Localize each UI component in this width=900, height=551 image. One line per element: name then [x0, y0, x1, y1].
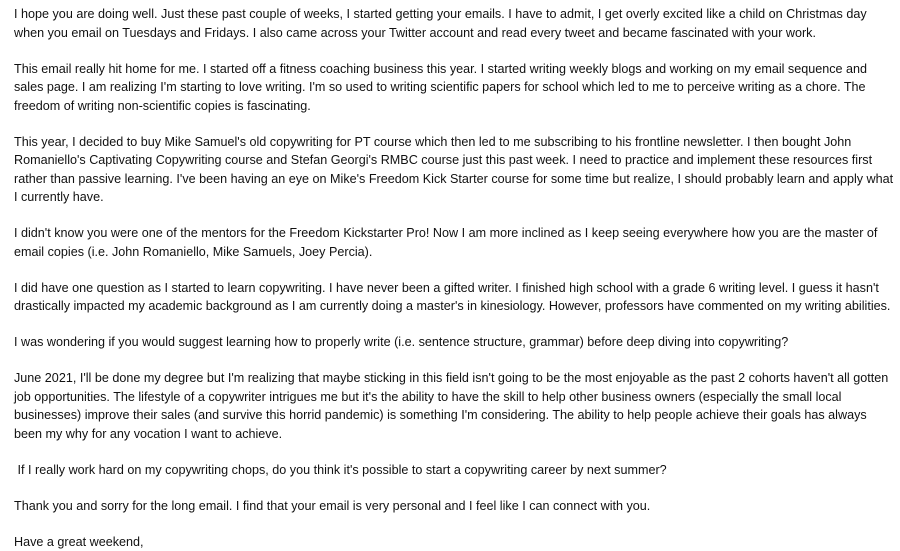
email-paragraph: I hope you are doing well. Just these past couple of weeks, I started getting your emails. I have to admit, I get overly excited like a child on Christmas day when you email on Tuesdays and Fridays. I also came across your Twitter account and read every tweet and became fascinated with your work. [14, 5, 894, 42]
email-sign-off: Have a great weekend, [14, 533, 894, 551]
email-paragraph: June 2021, I'll be done my degree but I'm realizing that maybe sticking in this field isn't going to be the most enjoyable as the past 2 cohorts haven't all gotten job opportunities. The lifestyle of a copywriter intrigues me but it's the ability to have the skill to help other business owners (especially the small local businesses) improve their sales (and survive this horrid pandemic) is something I'm considering. The ability to help people achieve their goals has always been my why for any vocation I want to achieve. [14, 369, 894, 443]
email-body [14, 5, 894, 551]
email-paragraph: I didn't know you were one of the mentors for the Freedom Kickstarter Pro! Now I am more inclined as I keep seeing everywhere how you are the master of email copies (i.e. John Romaniello, Mike Samuels, Joey Percia). [14, 224, 894, 261]
email-paragraph: I was wondering if you would suggest learning how to properly write (i.e. sentence structure, grammar) before deep diving into copywriting? [14, 333, 894, 352]
email-paragraph: I did have one question as I started to learn copywriting. I have never been a gifted writer. I finished high school with a grade 6 writing level. I guess it hasn't drastically impacted my academic background as I am currently doing a master's in kinesiology. However, professors have commented on my writing abilities. [14, 279, 894, 316]
email-paragraph: This year, I decided to buy Mike Samuel's old copywriting for PT course which then led to me subscribing to his frontline newsletter. I then bought John Romaniello's Captivating Copywriting course and Stefan Georgi's RMBC course just this past week. I need to practice and implement these resources first rather than passive learning. I've been having an eye on Mike's Freedom Kick Starter course for some time but realize, I should probably learn and apply what I currently have. [14, 133, 894, 207]
email-paragraph: This email really hit home for me. I started off a fitness coaching business this year. I started writing weekly blogs and working on my email sequence and sales page. I am realizing I'm starting to love writing. I'm so used to writing scientific papers for school which led to me to perceive writing as a chore. The freedom of writing non-scientific copies is fascinating. [14, 60, 894, 116]
email-paragraph: Thank you and sorry for the long email. I find that your email is very personal and I feel like I can connect with you. [14, 497, 894, 516]
email-paragraph: If I really work hard on my copywriting chops, do you think it's possible to start a copywriting career by next summer? [14, 461, 894, 480]
